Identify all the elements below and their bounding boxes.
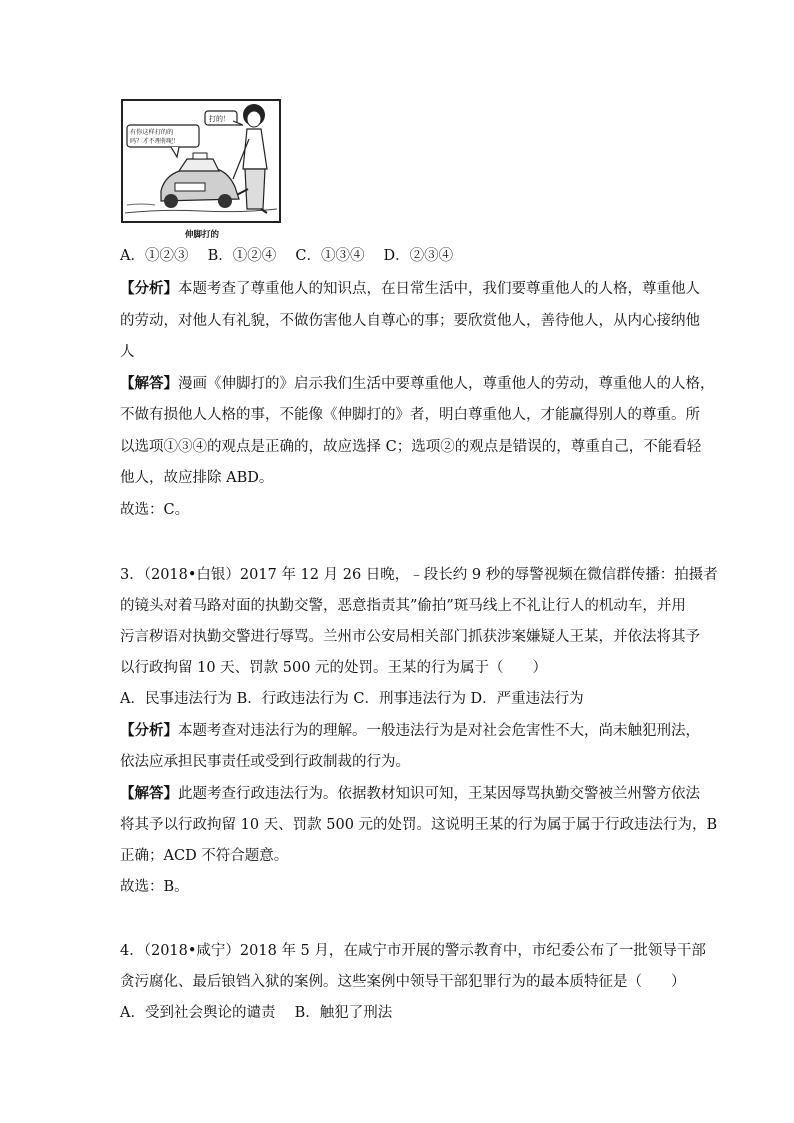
- q3-answer-line-3: 正确；ACD 不符合题意。: [120, 848, 289, 864]
- q2-answer-line-2: 不做有损他人人格的事，不能像《伸脚打的》者，明白尊重他人，才能赢得别人的尊重。所: [120, 407, 700, 423]
- q4-stem-line-2: 贪污腐化、最后锒铛入狱的案例。这些案例中领导干部犯罪行为的最本质特征是（ ）: [120, 974, 686, 990]
- svg-text:有你这样打的的: 有你这样打的的: [130, 129, 174, 136]
- q3-options: A．民事违法行为 B．行政违法行为 C．刑事违法行为 D．严重违法行为: [120, 691, 584, 707]
- q3-stem-line-3: 污言秽语对执勤交警进行辱骂。兰州市公安局相关部门抓获涉案嫌疑人王某，并依法将其予: [120, 629, 700, 645]
- q3-stem-line-4: 以行政拘留 10 天、罚款 500 元的处罚。王某的行为属于（ ）: [120, 660, 548, 676]
- q2-answer-line-4: 他人，故应排除 ABD。: [120, 470, 274, 486]
- svg-text:打的！: 打的！: [209, 115, 230, 123]
- analysis-tag: 【分析】: [120, 280, 178, 297]
- comic-illustration: [121, 99, 281, 241]
- q2-choice: 故选：C。: [120, 502, 190, 518]
- q2-analysis-line-3: 人: [120, 344, 135, 360]
- q2-options: A．①②③ B．①②④ C．①③④ D．②③④: [120, 248, 454, 264]
- q3-stem-line-1: 3．（2018•白银）2017 年 12 月 26 日晚，﹣段长约 9 秒的辱警视频在微信群传播：拍摄者: [120, 567, 718, 583]
- q3-analysis-line-2: 依法应承担民事责任或受到行政制裁的行为。: [120, 754, 410, 770]
- q4-options: A．受到社会舆论的谴责 B．触犯了刑法: [120, 1005, 393, 1021]
- svg-text:吗？才不理你呢！: 吗？才不理你呢！: [130, 138, 180, 145]
- q3-choice: 故选：B。: [120, 879, 189, 895]
- q2-answer-line-1: 【解答】漫画《伸脚打的》启示我们生活中要尊重他人，尊重他人的劳动，尊重他人的人格，: [120, 375, 715, 392]
- answer-tag: 【解答】: [120, 375, 178, 392]
- q2-analysis-line-1: 【分析】本题考查了尊重他人的知识点，在日常生活中，我们要尊重他人的人格，尊重他人: [120, 280, 700, 297]
- answer-tag: 【解答】: [120, 785, 178, 802]
- q3-analysis-line-1: 【分析】本题考查对违法行为的理解。一般违法行为是对社会危害性不大，尚未触犯刑法，: [120, 722, 700, 739]
- q3-stem-line-2: 的镜头对着马路对面的执勤交警，恶意指责其”偷拍”斑马线上不礼让行人的机动车，并用: [120, 598, 686, 614]
- analysis-tag: 【分析】: [120, 722, 178, 739]
- q4-stem-line-1: 4．（2018•咸宁）2018 年 5 月，在咸宁市开展的警示教育中，市纪委公布了一批领导干部: [120, 943, 706, 959]
- q2-answer-line-3: 以选项①③④的观点是正确的，故应选择 C；选项②的观点是错误的，尊重自己，不能看轻: [120, 439, 702, 455]
- q3-answer-line-1: 【解答】此题考查行政违法行为。依据教材知识可知，王某因辱骂执勤交警被兰州警方依法: [120, 785, 700, 802]
- comic-caption: 伸脚打的: [185, 230, 220, 240]
- q2-analysis-line-2: 的劳动，对他人有礼貌，不做伤害他人自尊心的事；要欣赏他人，善待他人，从内心接纳他: [120, 313, 700, 329]
- q3-answer-line-2: 将其予以行政拘留 10 天、罚款 500 元的处罚。这说明王某的行为属于属于行政违法行为，B: [120, 817, 718, 833]
